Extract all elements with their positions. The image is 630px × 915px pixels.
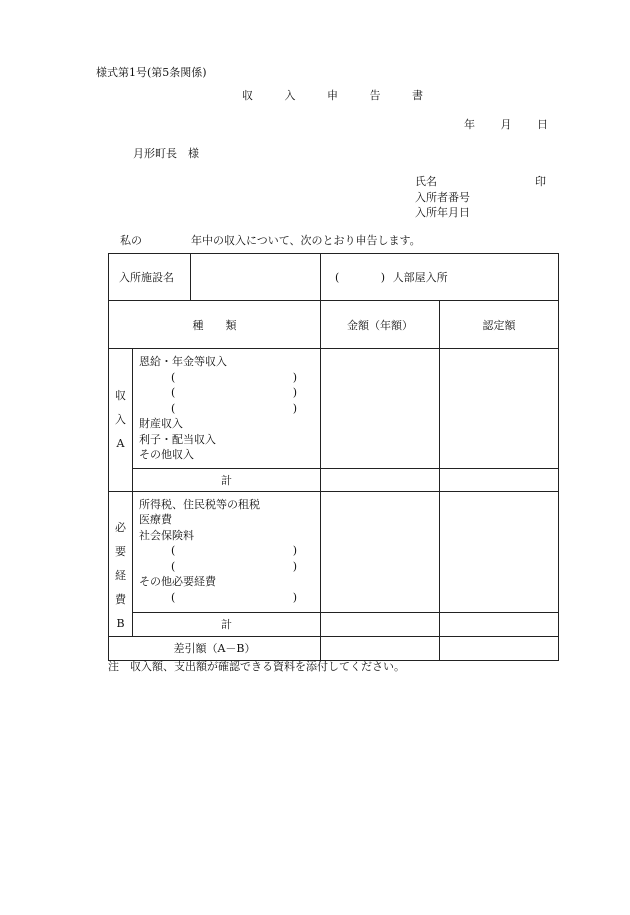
expense-amount-field[interactable] bbox=[321, 491, 440, 613]
form-number: 様式第1号(第5条関係) bbox=[96, 66, 207, 79]
attachment-note: 注 収入額、支出額が確認できる資料を添付してください。 bbox=[108, 660, 405, 673]
expense-label-char: 費 bbox=[115, 592, 126, 606]
facility-name-field[interactable] bbox=[191, 254, 321, 301]
expense-items bbox=[133, 491, 321, 613]
date-day-label: 日 bbox=[537, 118, 548, 131]
title-char: 入 bbox=[284, 89, 296, 102]
income-property: 財産収入 bbox=[139, 417, 183, 430]
income-certified-field[interactable] bbox=[440, 349, 559, 469]
header-certified: 認定額 bbox=[440, 301, 559, 349]
income-total-amount[interactable] bbox=[321, 468, 440, 491]
expense-label-char: 経 bbox=[115, 568, 126, 582]
date-year-label: 年 bbox=[464, 118, 475, 131]
income-other-blank-2[interactable] bbox=[139, 385, 297, 401]
expense-total-certified[interactable] bbox=[440, 613, 559, 636]
difference-certified[interactable] bbox=[440, 636, 559, 660]
paren-open: ( bbox=[171, 401, 176, 415]
facility-row bbox=[109, 254, 559, 301]
header-kind: 種 類 bbox=[109, 301, 321, 349]
income-label-char: 収 bbox=[115, 388, 126, 402]
expense-label-char: B bbox=[116, 616, 125, 630]
expense-label-char: 必 bbox=[115, 520, 126, 534]
room-paren-open: ( bbox=[335, 271, 340, 284]
income-total-label: 計 bbox=[133, 468, 321, 491]
paren-close: ) bbox=[292, 401, 297, 415]
expense-row bbox=[109, 491, 559, 613]
room-suffix: 人部屋入所 bbox=[392, 271, 448, 284]
income-interest: 利子・配当収入 bbox=[139, 432, 216, 446]
expense-section-label bbox=[109, 491, 133, 636]
income-other-blank-1[interactable] bbox=[139, 370, 297, 386]
difference-amount[interactable] bbox=[321, 636, 440, 660]
income-items bbox=[133, 349, 321, 469]
header-row bbox=[109, 301, 559, 349]
income-label-char: A bbox=[116, 436, 125, 450]
income-label-char: 入 bbox=[115, 412, 126, 426]
difference-label: 差引額（A－B） bbox=[109, 636, 321, 660]
income-row bbox=[109, 349, 559, 469]
resident-number-label: 入所者番号 bbox=[415, 191, 470, 204]
intro-prefix: 私の bbox=[120, 234, 142, 247]
title-char: 申 bbox=[327, 89, 338, 102]
paren-close: ) bbox=[292, 370, 297, 384]
entry-date-label: 入所年月日 bbox=[415, 206, 470, 219]
title-char: 書 bbox=[412, 89, 423, 102]
seal-label: 印 bbox=[535, 175, 546, 188]
expense-medical: 医療費 bbox=[139, 513, 172, 526]
expense-total-row bbox=[109, 613, 559, 636]
expense-blank-1[interactable] bbox=[139, 543, 297, 559]
paren-open: ( bbox=[171, 386, 176, 399]
expense-total-amount[interactable] bbox=[321, 613, 440, 636]
expense-total-label: 計 bbox=[133, 613, 321, 636]
expense-blank-2[interactable] bbox=[139, 559, 297, 575]
expense-certified-field[interactable] bbox=[440, 491, 559, 613]
expense-insurance: 社会保険料 bbox=[139, 528, 194, 542]
document-title bbox=[242, 89, 423, 103]
income-pension: 恩給・年金等収入 bbox=[139, 355, 227, 368]
income-other-blank-3[interactable] bbox=[139, 401, 297, 417]
paren-open: ( bbox=[171, 559, 176, 573]
date-line bbox=[464, 118, 548, 132]
paren-close: ) bbox=[292, 559, 297, 573]
paren-close: ) bbox=[292, 590, 297, 604]
room-paren-close: ) bbox=[380, 271, 386, 284]
paren-open: ( bbox=[171, 590, 176, 604]
difference-row bbox=[109, 636, 559, 660]
room-type-field[interactable] bbox=[321, 254, 559, 301]
expense-label-char: 要 bbox=[115, 544, 126, 558]
paren-open: ( bbox=[171, 370, 176, 384]
expense-other: その他必要経費 bbox=[139, 575, 216, 588]
income-amount-field[interactable] bbox=[321, 349, 440, 469]
addressee: 月形町長 様 bbox=[133, 147, 199, 160]
paren-close: ) bbox=[292, 386, 297, 399]
title-char: 収 bbox=[242, 89, 253, 102]
income-total-certified[interactable] bbox=[440, 468, 559, 491]
income-total-row bbox=[109, 468, 559, 491]
expense-taxes: 所得税、住民税等の租税 bbox=[139, 497, 260, 511]
date-month-label: 月 bbox=[500, 118, 512, 131]
expense-blank-3[interactable] bbox=[139, 590, 297, 606]
income-other: その他収入 bbox=[139, 448, 194, 461]
facility-label: 入所施設名 bbox=[109, 254, 191, 301]
header-amount: 金額（年額） bbox=[321, 301, 440, 349]
paren-open: ( bbox=[171, 544, 176, 557]
intro-text: 年中の収入について、次のとおり申告します。 bbox=[191, 234, 421, 247]
income-declaration-table bbox=[108, 253, 559, 661]
title-char: 告 bbox=[369, 89, 381, 102]
income-section-label bbox=[109, 349, 133, 492]
applicant-name-label: 氏名 bbox=[415, 175, 437, 188]
paren-close: ) bbox=[292, 544, 297, 557]
